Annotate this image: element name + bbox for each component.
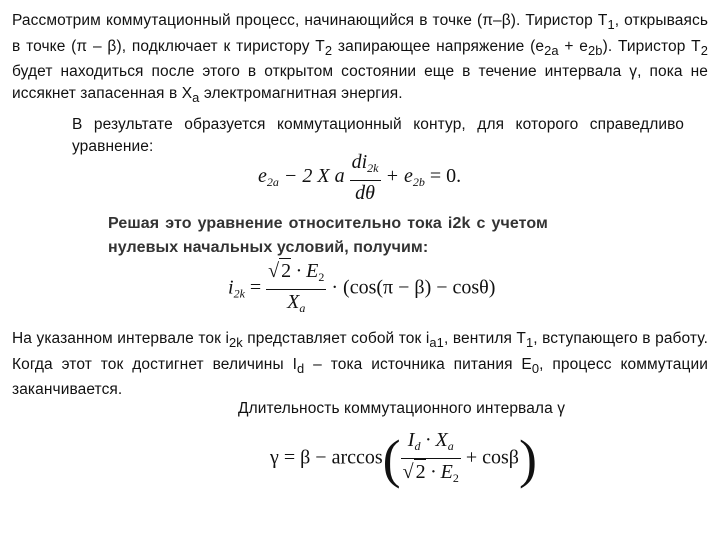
fraction-numerator: √ $2 \cdot E_2$ bbox=[266, 258, 326, 290]
subscript: 2b bbox=[588, 42, 603, 58]
subscript: 2a bbox=[544, 42, 559, 58]
subscript: a bbox=[299, 301, 306, 315]
fraction-denominator bbox=[266, 290, 326, 320]
right-paren: ) bbox=[518, 429, 537, 489]
paragraph-2: В результате образуется коммутационный контур, для которого справедливо уравнение: bbox=[72, 116, 684, 155]
sqrt-radicand: 2 bbox=[281, 260, 292, 282]
text-run: , процесс коммутации заканчивается. bbox=[12, 355, 708, 399]
text-run: , вступающего в работу. Когда этот ток достигнет величины I bbox=[12, 330, 708, 373]
text-run: будет находиться после этого в открытом состоянии еще в течение интервала γ, пока не иссякнет запасенная в X bbox=[12, 63, 708, 102]
formula-symbol: · (cos(π − β) − cosθ) bbox=[326, 276, 496, 299]
sqrt-radicand: 2 bbox=[415, 461, 426, 483]
paragraph-3: Решая это уравнение относительно тока i2k с учетом нулевых начальных условий, получим: bbox=[108, 215, 548, 256]
subscript: d bbox=[414, 439, 421, 453]
text-run: представляет собой ток i bbox=[242, 330, 430, 347]
subscript: a bbox=[447, 439, 454, 453]
subscript: 2 bbox=[452, 471, 459, 485]
left-paren: ( bbox=[382, 429, 401, 489]
formula-3 bbox=[270, 428, 537, 490]
formula-2 bbox=[228, 258, 495, 320]
formula-symbol: − 2 X a bbox=[278, 165, 350, 188]
text-run: + e bbox=[558, 37, 588, 55]
fraction bbox=[401, 428, 461, 490]
formula-symbol: = 0. bbox=[424, 165, 462, 188]
formula-symbol: = bbox=[244, 276, 267, 299]
paragraph-4 bbox=[12, 328, 708, 401]
formula-symbol: + e bbox=[380, 165, 413, 188]
subscript: 2 bbox=[324, 42, 333, 58]
fraction-numerator bbox=[401, 428, 461, 459]
formula-symbol: γ = β − arccos bbox=[270, 446, 383, 469]
fraction bbox=[350, 150, 381, 205]
fraction bbox=[266, 258, 326, 320]
formula-symbol: + cosβ bbox=[460, 446, 519, 469]
paragraph-5: Длительность коммутационного интервала γ bbox=[238, 400, 566, 417]
subscript: d bbox=[296, 360, 305, 376]
formula-symbol: i bbox=[228, 276, 234, 299]
formula-symbol: · E bbox=[291, 260, 319, 282]
text-run: Рассмотрим коммутационный процесс, начинающийся в точке (π–β). Тиристор T bbox=[12, 12, 608, 29]
subscript: 0 bbox=[531, 360, 540, 376]
subscript: 2 bbox=[700, 42, 709, 58]
text-run: , открываясь в точке (π – β), подключает к тиристору T bbox=[12, 12, 709, 55]
formula-1 bbox=[258, 150, 461, 205]
text-run: ). Тиристор T bbox=[602, 37, 701, 55]
subscript: 1 bbox=[526, 335, 534, 351]
subscript: 2b bbox=[412, 175, 425, 190]
formula-symbol: · X bbox=[420, 429, 448, 451]
formula-symbol: e bbox=[258, 165, 267, 188]
subscript: 2a bbox=[266, 175, 279, 190]
subscript: a bbox=[192, 89, 200, 105]
text-run: запирающее напряжение (e bbox=[332, 37, 545, 55]
text-run: На указанном интервале ток i bbox=[12, 330, 229, 347]
text-run: электромагнитная энергия. bbox=[199, 84, 403, 102]
subscript: 2 bbox=[318, 270, 325, 284]
paragraph-1 bbox=[12, 10, 708, 108]
subscript: 1 bbox=[607, 17, 615, 33]
subscript: 2k bbox=[367, 161, 379, 175]
formula-symbol: I bbox=[407, 429, 415, 451]
formula-symbol: di bbox=[351, 151, 368, 173]
text-run: , вентиля T bbox=[443, 330, 526, 347]
formula-symbol: · E bbox=[425, 461, 453, 483]
text-run: – тока источника питания E bbox=[304, 355, 532, 373]
subscript: 2k bbox=[229, 335, 243, 351]
fraction-denominator: √ $2 \cdot E_2$ bbox=[402, 461, 459, 485]
subscript: 2k bbox=[233, 286, 245, 301]
formula-symbol: X bbox=[287, 291, 300, 313]
fraction-denominator: dθ bbox=[355, 182, 375, 204]
subscript: a1 bbox=[429, 335, 444, 351]
fraction-numerator bbox=[350, 150, 381, 181]
